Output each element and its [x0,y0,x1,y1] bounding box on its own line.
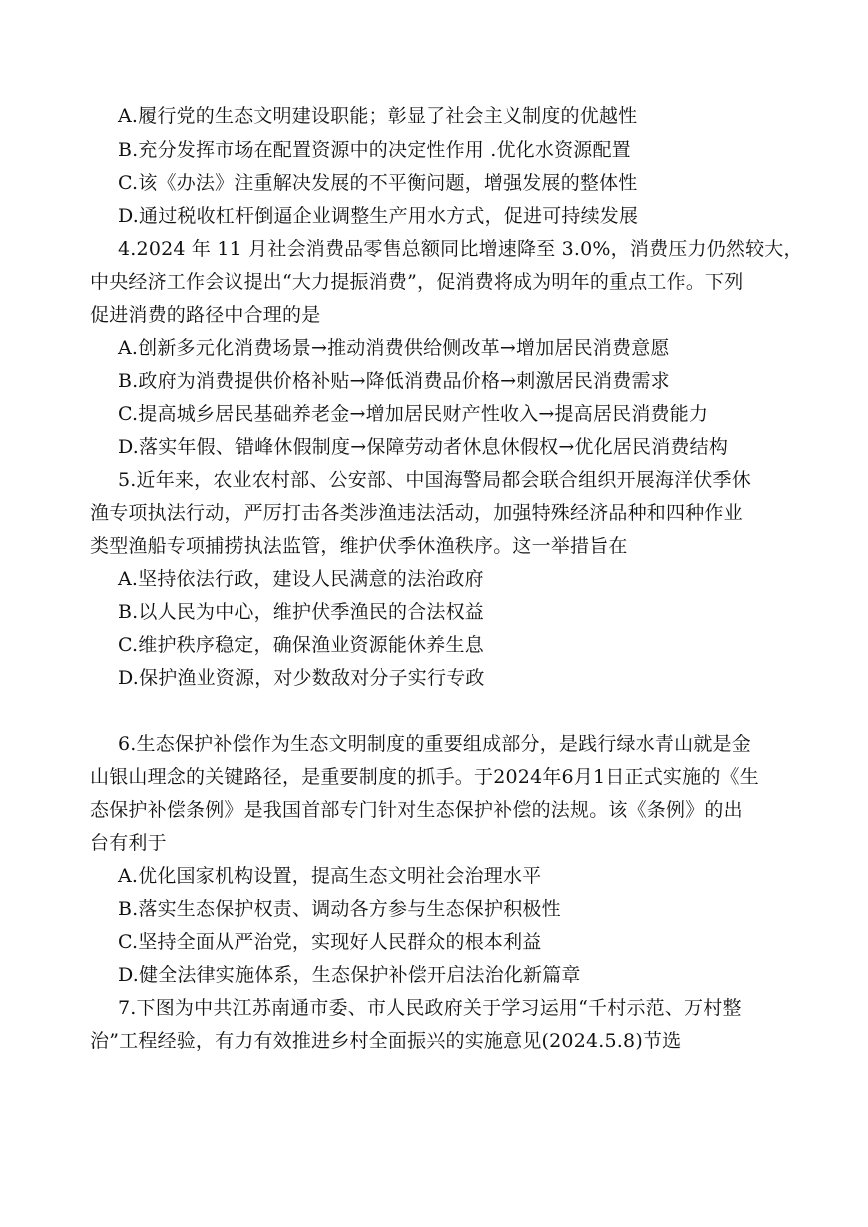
q5-option-d: D.保护渔业资源，对少数敌对分子实行专政 [118,667,485,689]
q3-option-a: A.履行党的生态文明建设职能；彰显了社会主义制度的优越性 [118,105,638,127]
q4-option-a: A.创新多元化消费场景→推动消费供给侧改革→增加居民消费意愿 [118,337,670,359]
q5-option-a: A.坚持依法行政，建设人民满意的法治政府 [118,568,484,590]
q6-option-b: B.落实生态保护权责、调动各方参与生态保护积极性 [118,898,561,920]
q4-option-d: D.落实年假、错峰休假制度→保障劳动者休息休假权→优化居民消费结构 [118,436,729,458]
q7-stem-line-2: 治”工程经验，有力有效推进乡村全面振兴的实施意见(2024.5.8)节选 [90,1030,682,1052]
q6-option-c: C.坚持全面从严治党，实现好人民群众的根本利益 [118,931,542,953]
q5-stem-line-1: 5.近年来，农业农村部、公安部、中国海警局都会联合组织开展海洋伏季休 [118,469,751,491]
q4-stem-line-2: 中央经济工作会议提出“大力提振消费”，促消费将成为明年的重点工作。下列 [90,271,744,293]
q3-option-d: D.通过税收杠杆倒逼企业调整生产用水方式，促进可持续发展 [118,205,639,227]
q3-option-b: B.充分发挥市场在配置资源中的决定性作用 .优化水资源配置 [118,139,631,161]
q5-option-c: C.维护秩序稳定，确保渔业资源能休养生息 [118,634,484,656]
q4-option-b: B.政府为消费提供价格补贴→降低消费品价格→刺激居民消费需求 [118,370,670,392]
q5-stem-line-3: 类型渔船专项捕捞执法监管，维护伏季休渔秩序。这一举措旨在 [90,535,628,557]
q6-stem-line-1: 6.生态保护补偿作为生态文明制度的重要组成部分，是践行绿水青山就是金 [118,733,751,755]
q4-stem-line-3: 促进消费的路径中合理的是 [90,304,321,326]
q6-option-d: D.健全法律实施体系，生态保护补偿开启法治化新篇章 [118,964,581,986]
q5-stem-line-2: 渔专项执法行动，严厉打击各类涉渔违法活动，加强特殊经济品种和四种作业 [90,502,743,524]
q6-stem-line-2: 山银山理念的关键路径，是重要制度的抓手。于2024年6月1日正式实施的《生 [90,766,759,788]
q5-option-b: B.以人民为中心，维护伏季渔民的合法权益 [118,601,485,623]
q6-option-a: A.优化国家机构设置，提高生态文明社会治理水平 [118,865,542,887]
q6-stem-line-3: 态保护补偿条例》是我国首部专门针对生态保护补偿的法规。该《条例》的出 [90,799,743,821]
q6-stem-line-4: 台有利于 [90,832,167,854]
q4-option-c: C.提高城乡居民基础养老金→增加居民财产性收入→提高居民消费能力 [118,403,709,425]
q7-stem-line-1: 7.下图为中共江苏南通市委、市人民政府关于学习运用“千村示范、万村整 [118,997,742,1019]
q4-stem-line-1: 4.2024 年 11 月社会消费品零售总额同比增速降至 3.0%，消费压力仍然较大， [118,238,803,260]
q3-option-c: C.该《办法》注重解决发展的不平衡问题，增强发展的整体性 [118,172,638,194]
